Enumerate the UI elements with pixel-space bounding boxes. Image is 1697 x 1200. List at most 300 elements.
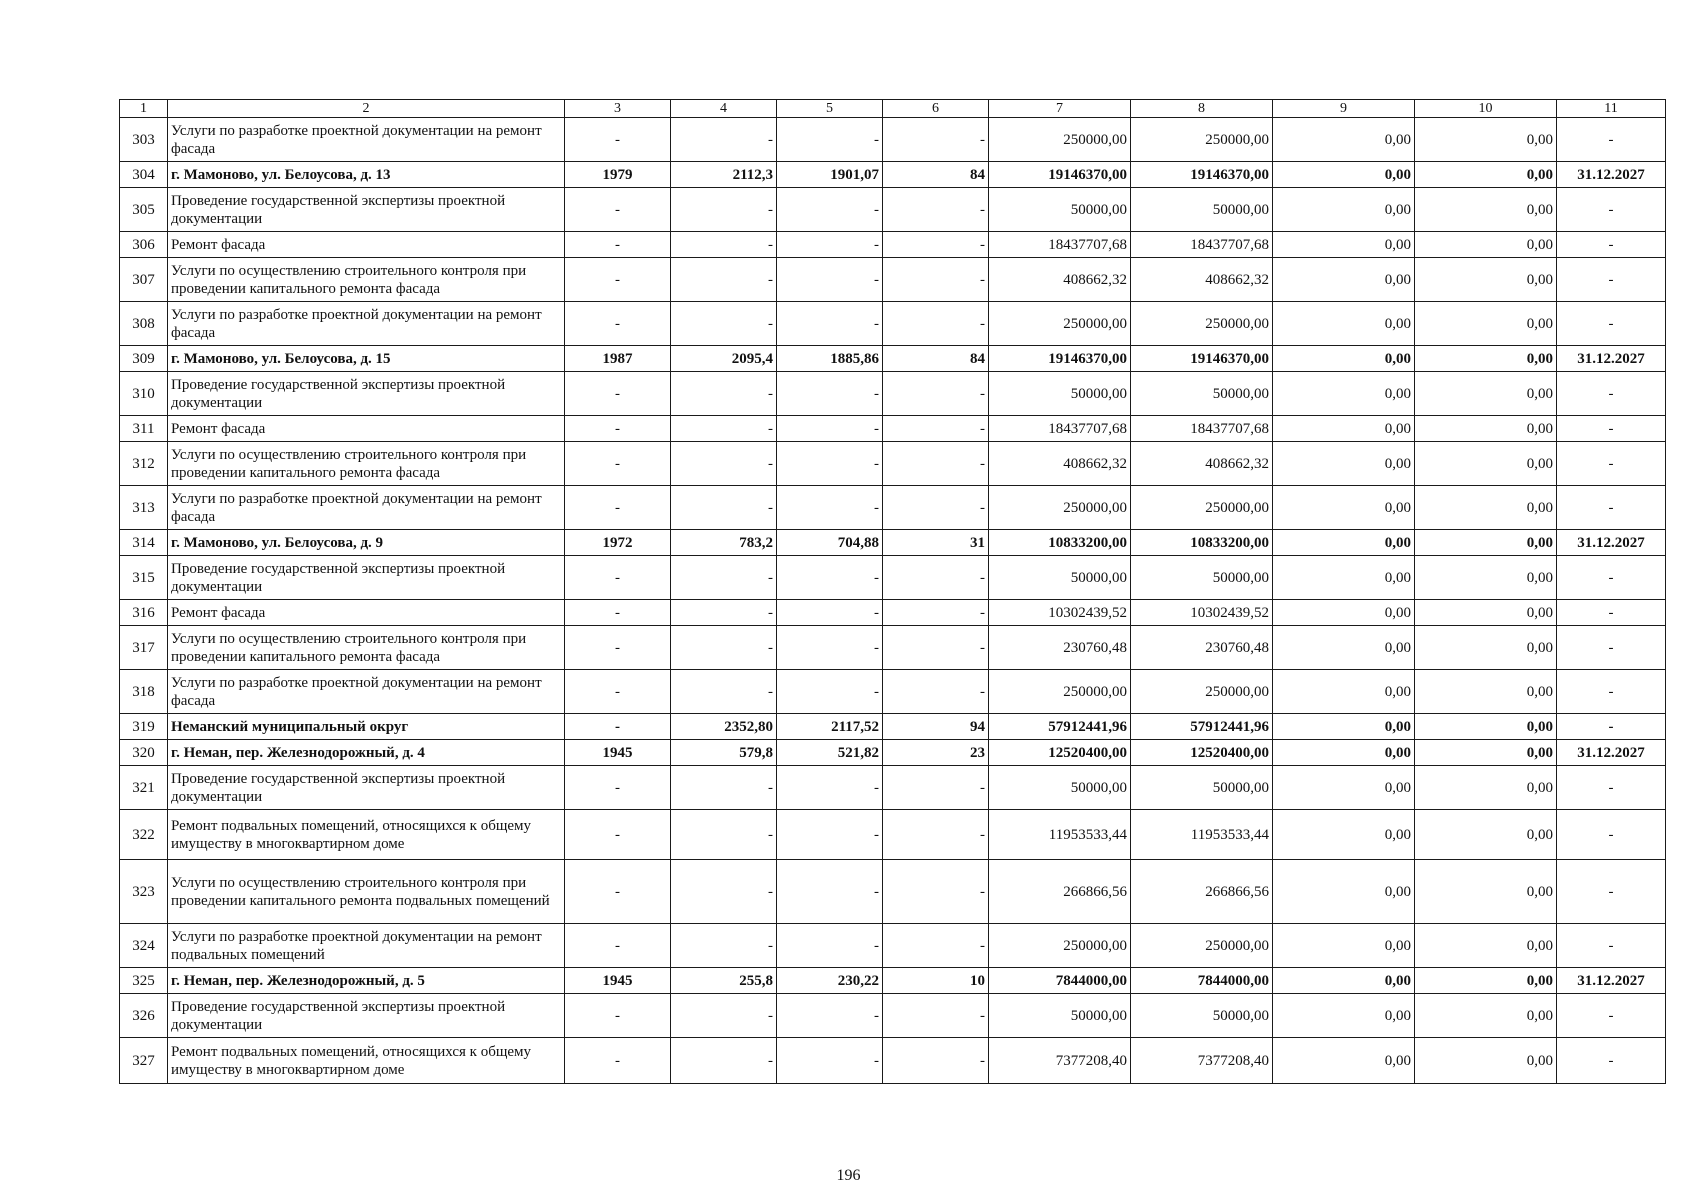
table-row xyxy=(120,1038,1666,1084)
area-total-cell: - xyxy=(671,556,777,600)
column-header-2: 2 xyxy=(168,100,565,118)
cost-fund-cell: 250000,00 xyxy=(1131,924,1273,968)
work-name-cell: Проведение государственной экспертизы проектной документации xyxy=(168,994,565,1038)
area-total-cell: 783,2 xyxy=(671,530,777,556)
row-number-cell: 309 xyxy=(120,346,168,372)
table-row xyxy=(120,442,1666,486)
row-number-cell: 324 xyxy=(120,924,168,968)
deadline-cell: - xyxy=(1557,232,1666,258)
area-living-cell: 1901,07 xyxy=(777,162,883,188)
area-living-cell: - xyxy=(777,924,883,968)
cost-fund-cell: 7377208,40 xyxy=(1131,1038,1273,1084)
area-total-cell: - xyxy=(671,810,777,860)
area-living-cell: - xyxy=(777,416,883,442)
table-body xyxy=(120,100,1666,1084)
year-cell: 1987 xyxy=(565,346,671,372)
cost-fund-cell: 10833200,00 xyxy=(1131,530,1273,556)
area-total-cell: - xyxy=(671,600,777,626)
residents-cell: 31 xyxy=(883,530,989,556)
cost-budget-cell: 0,00 xyxy=(1273,556,1415,600)
year-cell: - xyxy=(565,924,671,968)
work-name-cell: Ремонт подвальных помещений, относящихся к общему имуществу в многоквартирном доме xyxy=(168,1038,565,1084)
area-total-cell: 2352,80 xyxy=(671,714,777,740)
cost-total-cell: 18437707,68 xyxy=(989,416,1131,442)
column-header-3: 3 xyxy=(565,100,671,118)
year-cell: - xyxy=(565,232,671,258)
residents-cell: - xyxy=(883,766,989,810)
year-cell: 1972 xyxy=(565,530,671,556)
deadline-cell: 31.12.2027 xyxy=(1557,346,1666,372)
area-living-cell: 704,88 xyxy=(777,530,883,556)
year-cell: - xyxy=(565,118,671,162)
cost-budget-cell: 0,00 xyxy=(1273,302,1415,346)
cost-budget-cell: 0,00 xyxy=(1273,486,1415,530)
cost-other-cell: 0,00 xyxy=(1415,442,1557,486)
table-row xyxy=(120,118,1666,162)
residents-cell: - xyxy=(883,556,989,600)
cost-total-cell: 408662,32 xyxy=(989,258,1131,302)
cost-total-cell: 7844000,00 xyxy=(989,968,1131,994)
work-name-cell: Ремонт фасада xyxy=(168,232,565,258)
cost-budget-cell: 0,00 xyxy=(1273,766,1415,810)
area-total-cell: - xyxy=(671,118,777,162)
work-name-cell: Услуги по разработке проектной документации на ремонт фасада xyxy=(168,486,565,530)
year-cell: - xyxy=(565,810,671,860)
deadline-cell: - xyxy=(1557,118,1666,162)
cost-budget-cell: 0,00 xyxy=(1273,188,1415,232)
work-name-cell: Услуги по осуществлению строительного контроля при проведении капитального ремонта подвальных помещений xyxy=(168,860,565,924)
deadline-cell: - xyxy=(1557,860,1666,924)
table-row xyxy=(120,258,1666,302)
cost-total-cell: 250000,00 xyxy=(989,486,1131,530)
year-cell: - xyxy=(565,600,671,626)
deadline-cell: 31.12.2027 xyxy=(1557,162,1666,188)
cost-fund-cell: 50000,00 xyxy=(1131,556,1273,600)
deadline-cell: - xyxy=(1557,372,1666,416)
residents-cell: - xyxy=(883,600,989,626)
residents-cell: - xyxy=(883,232,989,258)
cost-fund-cell: 266866,56 xyxy=(1131,860,1273,924)
cost-other-cell: 0,00 xyxy=(1415,1038,1557,1084)
residents-cell: - xyxy=(883,994,989,1038)
row-number-cell: 308 xyxy=(120,302,168,346)
cost-fund-cell: 12520400,00 xyxy=(1131,740,1273,766)
cost-total-cell: 250000,00 xyxy=(989,118,1131,162)
cost-total-cell: 7377208,40 xyxy=(989,1038,1131,1084)
area-living-cell: - xyxy=(777,860,883,924)
deadline-cell: - xyxy=(1557,994,1666,1038)
deadline-cell: - xyxy=(1557,810,1666,860)
row-number-cell: 321 xyxy=(120,766,168,810)
cost-other-cell: 0,00 xyxy=(1415,416,1557,442)
column-header-5: 5 xyxy=(777,100,883,118)
row-number-cell: 318 xyxy=(120,670,168,714)
area-living-cell: - xyxy=(777,302,883,346)
area-total-cell: 2095,4 xyxy=(671,346,777,372)
cost-budget-cell: 0,00 xyxy=(1273,258,1415,302)
deadline-cell: 31.12.2027 xyxy=(1557,530,1666,556)
deadline-cell: - xyxy=(1557,1038,1666,1084)
residents-cell: - xyxy=(883,258,989,302)
header-row xyxy=(120,100,1666,118)
residents-cell: - xyxy=(883,416,989,442)
deadline-cell: - xyxy=(1557,486,1666,530)
area-total-cell: - xyxy=(671,486,777,530)
area-living-cell: - xyxy=(777,232,883,258)
cost-total-cell: 50000,00 xyxy=(989,766,1131,810)
year-cell: - xyxy=(565,714,671,740)
cost-other-cell: 0,00 xyxy=(1415,372,1557,416)
cost-other-cell: 0,00 xyxy=(1415,860,1557,924)
table-row xyxy=(120,232,1666,258)
area-living-cell: - xyxy=(777,670,883,714)
year-cell: - xyxy=(565,416,671,442)
work-name-cell: Услуги по разработке проектной документации на ремонт фасада xyxy=(168,670,565,714)
year-cell: - xyxy=(565,670,671,714)
cost-fund-cell: 19146370,00 xyxy=(1131,346,1273,372)
cost-budget-cell: 0,00 xyxy=(1273,600,1415,626)
cost-other-cell: 0,00 xyxy=(1415,600,1557,626)
cost-other-cell: 0,00 xyxy=(1415,626,1557,670)
year-cell: - xyxy=(565,486,671,530)
cost-fund-cell: 18437707,68 xyxy=(1131,232,1273,258)
cost-budget-cell: 0,00 xyxy=(1273,118,1415,162)
residents-cell: 94 xyxy=(883,714,989,740)
area-total-cell: 255,8 xyxy=(671,968,777,994)
row-number-cell: 326 xyxy=(120,994,168,1038)
area-living-cell: - xyxy=(777,766,883,810)
cost-other-cell: 0,00 xyxy=(1415,670,1557,714)
cost-total-cell: 12520400,00 xyxy=(989,740,1131,766)
table-row xyxy=(120,600,1666,626)
residents-cell: - xyxy=(883,670,989,714)
cost-budget-cell: 0,00 xyxy=(1273,416,1415,442)
data-table xyxy=(119,99,1666,1084)
deadline-cell: - xyxy=(1557,416,1666,442)
cost-fund-cell: 50000,00 xyxy=(1131,188,1273,232)
column-header-4: 4 xyxy=(671,100,777,118)
cost-total-cell: 408662,32 xyxy=(989,442,1131,486)
cost-other-cell: 0,00 xyxy=(1415,302,1557,346)
deadline-cell: - xyxy=(1557,626,1666,670)
cost-other-cell: 0,00 xyxy=(1415,556,1557,600)
table-row-address xyxy=(120,740,1666,766)
work-name-cell: г. Неман, пер. Железнодорожный, д. 4 xyxy=(168,740,565,766)
table-row xyxy=(120,860,1666,924)
area-total-cell: - xyxy=(671,670,777,714)
cost-fund-cell: 250000,00 xyxy=(1131,486,1273,530)
cost-total-cell: 19146370,00 xyxy=(989,346,1131,372)
work-name-cell: Проведение государственной экспертизы проектной документации xyxy=(168,188,565,232)
row-number-cell: 317 xyxy=(120,626,168,670)
cost-other-cell: 0,00 xyxy=(1415,924,1557,968)
cost-other-cell: 0,00 xyxy=(1415,810,1557,860)
row-number-cell: 315 xyxy=(120,556,168,600)
residents-cell: - xyxy=(883,860,989,924)
cost-total-cell: 10833200,00 xyxy=(989,530,1131,556)
table-row xyxy=(120,302,1666,346)
cost-fund-cell: 50000,00 xyxy=(1131,994,1273,1038)
work-name-cell: Проведение государственной экспертизы проектной документации xyxy=(168,556,565,600)
table-row xyxy=(120,188,1666,232)
deadline-cell: - xyxy=(1557,600,1666,626)
cost-total-cell: 230760,48 xyxy=(989,626,1131,670)
year-cell: - xyxy=(565,556,671,600)
cost-other-cell: 0,00 xyxy=(1415,258,1557,302)
area-living-cell: - xyxy=(777,626,883,670)
year-cell: 1945 xyxy=(565,968,671,994)
area-living-cell: 1885,86 xyxy=(777,346,883,372)
deadline-cell: - xyxy=(1557,670,1666,714)
column-header-8: 8 xyxy=(1131,100,1273,118)
cost-budget-cell: 0,00 xyxy=(1273,670,1415,714)
row-number-cell: 310 xyxy=(120,372,168,416)
work-name-cell: Услуги по осуществлению строительного контроля при проведении капитального ремонта фасада xyxy=(168,442,565,486)
residents-cell: 84 xyxy=(883,346,989,372)
cost-fund-cell: 57912441,96 xyxy=(1131,714,1273,740)
cost-total-cell: 250000,00 xyxy=(989,924,1131,968)
cost-total-cell: 266866,56 xyxy=(989,860,1131,924)
table-row xyxy=(120,924,1666,968)
residents-cell: - xyxy=(883,442,989,486)
cost-total-cell: 57912441,96 xyxy=(989,714,1131,740)
area-living-cell: - xyxy=(777,556,883,600)
cost-fund-cell: 250000,00 xyxy=(1131,118,1273,162)
residents-cell: - xyxy=(883,302,989,346)
cost-total-cell: 50000,00 xyxy=(989,188,1131,232)
deadline-cell: - xyxy=(1557,766,1666,810)
cost-budget-cell: 0,00 xyxy=(1273,968,1415,994)
row-number-cell: 306 xyxy=(120,232,168,258)
residents-cell: 84 xyxy=(883,162,989,188)
residents-cell: 10 xyxy=(883,968,989,994)
row-number-cell: 305 xyxy=(120,188,168,232)
cost-budget-cell: 0,00 xyxy=(1273,442,1415,486)
row-number-cell: 311 xyxy=(120,416,168,442)
year-cell: - xyxy=(565,188,671,232)
cost-budget-cell: 0,00 xyxy=(1273,740,1415,766)
table-row-address xyxy=(120,714,1666,740)
cost-budget-cell: 0,00 xyxy=(1273,372,1415,416)
cost-budget-cell: 0,00 xyxy=(1273,994,1415,1038)
cost-fund-cell: 250000,00 xyxy=(1131,302,1273,346)
row-number-cell: 312 xyxy=(120,442,168,486)
area-living-cell: - xyxy=(777,810,883,860)
area-total-cell: - xyxy=(671,924,777,968)
cost-budget-cell: 0,00 xyxy=(1273,626,1415,670)
residents-cell: - xyxy=(883,188,989,232)
table-row xyxy=(120,486,1666,530)
cost-fund-cell: 408662,32 xyxy=(1131,442,1273,486)
cost-budget-cell: 0,00 xyxy=(1273,232,1415,258)
work-name-cell: г. Мамоново, ул. Белоусова, д. 9 xyxy=(168,530,565,556)
cost-fund-cell: 50000,00 xyxy=(1131,766,1273,810)
deadline-cell: 31.12.2027 xyxy=(1557,740,1666,766)
year-cell: - xyxy=(565,442,671,486)
area-total-cell: - xyxy=(671,1038,777,1084)
cost-total-cell: 50000,00 xyxy=(989,372,1131,416)
table-row-address xyxy=(120,346,1666,372)
year-cell: - xyxy=(565,860,671,924)
area-total-cell: - xyxy=(671,416,777,442)
cost-other-cell: 0,00 xyxy=(1415,346,1557,372)
deadline-cell: - xyxy=(1557,714,1666,740)
column-header-6: 6 xyxy=(883,100,989,118)
year-cell: - xyxy=(565,302,671,346)
work-name-cell: Услуги по разработке проектной документации на ремонт фасада xyxy=(168,118,565,162)
residents-cell: - xyxy=(883,626,989,670)
area-living-cell: - xyxy=(777,258,883,302)
cost-other-cell: 0,00 xyxy=(1415,118,1557,162)
year-cell: - xyxy=(565,626,671,670)
cost-fund-cell: 408662,32 xyxy=(1131,258,1273,302)
cost-total-cell: 10302439,52 xyxy=(989,600,1131,626)
document-sheet xyxy=(119,99,1665,1084)
cost-fund-cell: 11953533,44 xyxy=(1131,810,1273,860)
table-row xyxy=(120,766,1666,810)
row-number-cell: 319 xyxy=(120,714,168,740)
year-cell: 1979 xyxy=(565,162,671,188)
year-cell: 1945 xyxy=(565,740,671,766)
cost-total-cell: 18437707,68 xyxy=(989,232,1131,258)
cost-other-cell: 0,00 xyxy=(1415,968,1557,994)
residents-cell: 23 xyxy=(883,740,989,766)
deadline-cell: - xyxy=(1557,258,1666,302)
cost-other-cell: 0,00 xyxy=(1415,188,1557,232)
work-name-cell: Проведение государственной экспертизы проектной документации xyxy=(168,766,565,810)
cost-other-cell: 0,00 xyxy=(1415,232,1557,258)
row-number-cell: 304 xyxy=(120,162,168,188)
table-row-address xyxy=(120,968,1666,994)
page-number: 196 xyxy=(836,1167,861,1184)
cost-fund-cell: 19146370,00 xyxy=(1131,162,1273,188)
area-living-cell: 2117,52 xyxy=(777,714,883,740)
cost-fund-cell: 10302439,52 xyxy=(1131,600,1273,626)
year-cell: - xyxy=(565,1038,671,1084)
column-header-9: 9 xyxy=(1273,100,1415,118)
deadline-cell: - xyxy=(1557,442,1666,486)
row-number-cell: 322 xyxy=(120,810,168,860)
column-header-1: 1 xyxy=(120,100,168,118)
residents-cell: - xyxy=(883,486,989,530)
area-living-cell: - xyxy=(777,600,883,626)
cost-other-cell: 0,00 xyxy=(1415,714,1557,740)
area-total-cell: - xyxy=(671,442,777,486)
area-living-cell: - xyxy=(777,188,883,232)
cost-total-cell: 11953533,44 xyxy=(989,810,1131,860)
table-row xyxy=(120,810,1666,860)
table-row xyxy=(120,372,1666,416)
table-row xyxy=(120,626,1666,670)
area-total-cell: - xyxy=(671,258,777,302)
area-total-cell: - xyxy=(671,232,777,258)
cost-other-cell: 0,00 xyxy=(1415,162,1557,188)
cost-other-cell: 0,00 xyxy=(1415,530,1557,556)
work-name-cell: Услуги по разработке проектной документации на ремонт фасада xyxy=(168,302,565,346)
cost-fund-cell: 230760,48 xyxy=(1131,626,1273,670)
row-number-cell: 303 xyxy=(120,118,168,162)
residents-cell: - xyxy=(883,118,989,162)
work-name-cell: Ремонт фасада xyxy=(168,600,565,626)
deadline-cell: - xyxy=(1557,188,1666,232)
deadline-cell: - xyxy=(1557,924,1666,968)
area-living-cell: - xyxy=(777,994,883,1038)
work-name-cell: Услуги по разработке проектной документации на ремонт подвальных помещений xyxy=(168,924,565,968)
area-living-cell: 230,22 xyxy=(777,968,883,994)
year-cell: - xyxy=(565,994,671,1038)
deadline-cell: - xyxy=(1557,556,1666,600)
cost-other-cell: 0,00 xyxy=(1415,766,1557,810)
cost-total-cell: 250000,00 xyxy=(989,670,1131,714)
cost-budget-cell: 0,00 xyxy=(1273,924,1415,968)
cost-budget-cell: 0,00 xyxy=(1273,346,1415,372)
area-living-cell: - xyxy=(777,486,883,530)
column-header-11: 11 xyxy=(1557,100,1666,118)
area-total-cell: - xyxy=(671,766,777,810)
area-living-cell: - xyxy=(777,118,883,162)
work-name-cell: г. Мамоново, ул. Белоусова, д. 13 xyxy=(168,162,565,188)
cost-fund-cell: 7844000,00 xyxy=(1131,968,1273,994)
table-row-address xyxy=(120,530,1666,556)
residents-cell: - xyxy=(883,372,989,416)
area-living-cell: - xyxy=(777,442,883,486)
work-name-cell: г. Мамоново, ул. Белоусова, д. 15 xyxy=(168,346,565,372)
table-row xyxy=(120,556,1666,600)
work-name-cell: Услуги по осуществлению строительного контроля при проведении капитального ремонта фасада xyxy=(168,258,565,302)
work-name-cell: Неманский муниципальный округ xyxy=(168,714,565,740)
area-total-cell: 579,8 xyxy=(671,740,777,766)
residents-cell: - xyxy=(883,1038,989,1084)
cost-fund-cell: 18437707,68 xyxy=(1131,416,1273,442)
cost-other-cell: 0,00 xyxy=(1415,994,1557,1038)
year-cell: - xyxy=(565,766,671,810)
cost-total-cell: 250000,00 xyxy=(989,302,1131,346)
work-name-cell: Ремонт фасада xyxy=(168,416,565,442)
row-number-cell: 307 xyxy=(120,258,168,302)
area-living-cell: - xyxy=(777,372,883,416)
work-name-cell: г. Неман, пер. Железнодорожный, д. 5 xyxy=(168,968,565,994)
deadline-cell: - xyxy=(1557,302,1666,346)
table-row xyxy=(120,670,1666,714)
row-number-cell: 313 xyxy=(120,486,168,530)
cost-total-cell: 19146370,00 xyxy=(989,162,1131,188)
area-total-cell: - xyxy=(671,188,777,232)
residents-cell: - xyxy=(883,810,989,860)
work-name-cell: Ремонт подвальных помещений, относящихся к общему имуществу в многоквартирном доме xyxy=(168,810,565,860)
row-number-cell: 327 xyxy=(120,1038,168,1084)
work-name-cell: Проведение государственной экспертизы проектной документации xyxy=(168,372,565,416)
cost-fund-cell: 250000,00 xyxy=(1131,670,1273,714)
cost-other-cell: 0,00 xyxy=(1415,486,1557,530)
cost-other-cell: 0,00 xyxy=(1415,740,1557,766)
column-header-10: 10 xyxy=(1415,100,1557,118)
cost-budget-cell: 0,00 xyxy=(1273,530,1415,556)
column-header-7: 7 xyxy=(989,100,1131,118)
residents-cell: - xyxy=(883,924,989,968)
area-total-cell: - xyxy=(671,860,777,924)
cost-budget-cell: 0,00 xyxy=(1273,810,1415,860)
area-living-cell: - xyxy=(777,1038,883,1084)
cost-total-cell: 50000,00 xyxy=(989,556,1131,600)
cost-budget-cell: 0,00 xyxy=(1273,860,1415,924)
table-row xyxy=(120,994,1666,1038)
deadline-cell: 31.12.2027 xyxy=(1557,968,1666,994)
row-number-cell: 325 xyxy=(120,968,168,994)
area-living-cell: 521,82 xyxy=(777,740,883,766)
row-number-cell: 323 xyxy=(120,860,168,924)
row-number-cell: 320 xyxy=(120,740,168,766)
year-cell: - xyxy=(565,372,671,416)
